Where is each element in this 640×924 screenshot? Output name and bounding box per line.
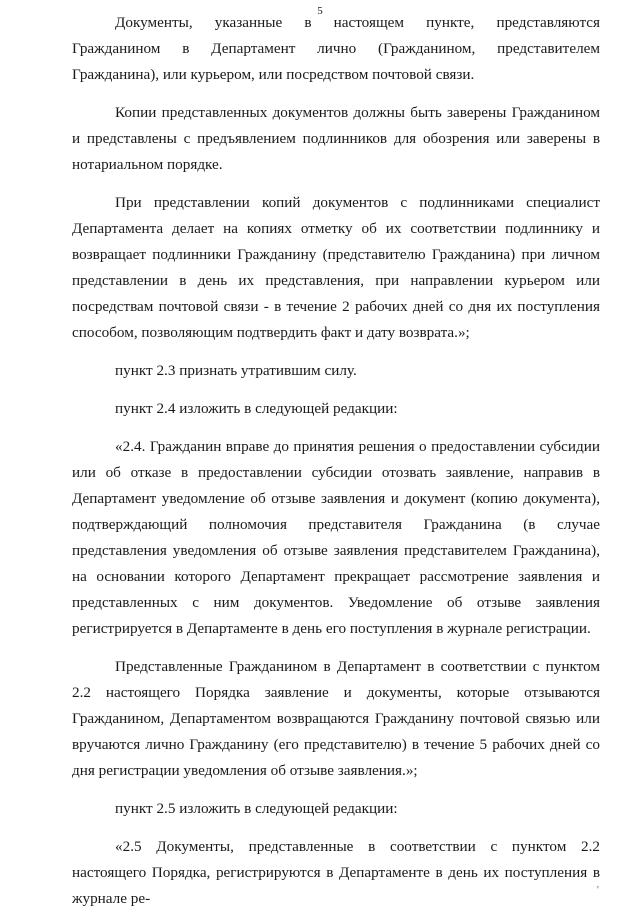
paragraph-documents-return: Представленные Гражданином в Департамент в соответствии с пунктом 2.2 настоящего Порядка заявление и документы, которые отзываются Гражданином, Департаментом возвращаются Гражданину почтовой связью или вручаются лично Гражданину (его представителю) в течение 5 рабочих дней со дня регистрации уведомления об отзыве заявления.»; — [72, 658, 600, 779]
paragraph-submission-methods: Документы, указанные в настоящем пункте, представляются Гражданином в Департамент лично (Гражданином, представителем Гражданина), или курьером, или посредством почтовой связи. — [72, 14, 600, 83]
paragraph-clause-2-5-intro: пункт 2.5 изложить в следующей редакции: — [115, 800, 398, 817]
paragraph-clause-2-3: пункт 2.3 признать утратившим силу. — [115, 362, 357, 379]
paragraph-originals-return: При представлении копий документов с подлинниками специалист Департамента делает на копиях отметку об их соответствии подлиннику и возвращает подлинники Гражданину (представителю Гражданина) при личном представлении в день их представления, при направлении курьером или посредствам почтовой связи - в течение 2 рабочих дней со дня их поступления способом, позволяющим подтвердить факт и дату возврата.»; — [72, 194, 600, 341]
paragraph-clause-2-5-text: «2.5 Документы, представленные в соответствии с пунктом 2.2 настоящего Порядка, регистрируются в Департаменте в день их поступления в журнале ре- — [72, 838, 600, 907]
paragraph-clause-2-4-intro: пункт 2.4 изложить в следующей редакции: — [115, 400, 398, 417]
page-number: 5 — [317, 5, 323, 17]
paragraph-clause-2-4-text: «2.4. Гражданин вправе до принятия решения о предоставлении субсидии или об отказе в предоставлении субсидии отозвать заявление, направив в Департамент уведомление об отзыве заявления и документ (копию документа), подтверждающий полномочия представителя Гражданина (в случае представления уведомления об отзыве заявления представителем Гражданина), на основании которого Департамент прекращает рассмотрение заявления и представленных с ним документов. Уведомление об отзыве заявления регистрируется в Департаменте в день его поступления в журнале регистрации. — [72, 438, 600, 637]
paragraph-copies-certification: Копии представленных документов должны быть заверены Гражданином и представлены с предъявлением подлинников для обозрения или заверены в нотариальном порядке. — [72, 104, 600, 173]
margin-mark: ' — [597, 885, 599, 896]
document-body — [72, 10, 600, 924]
